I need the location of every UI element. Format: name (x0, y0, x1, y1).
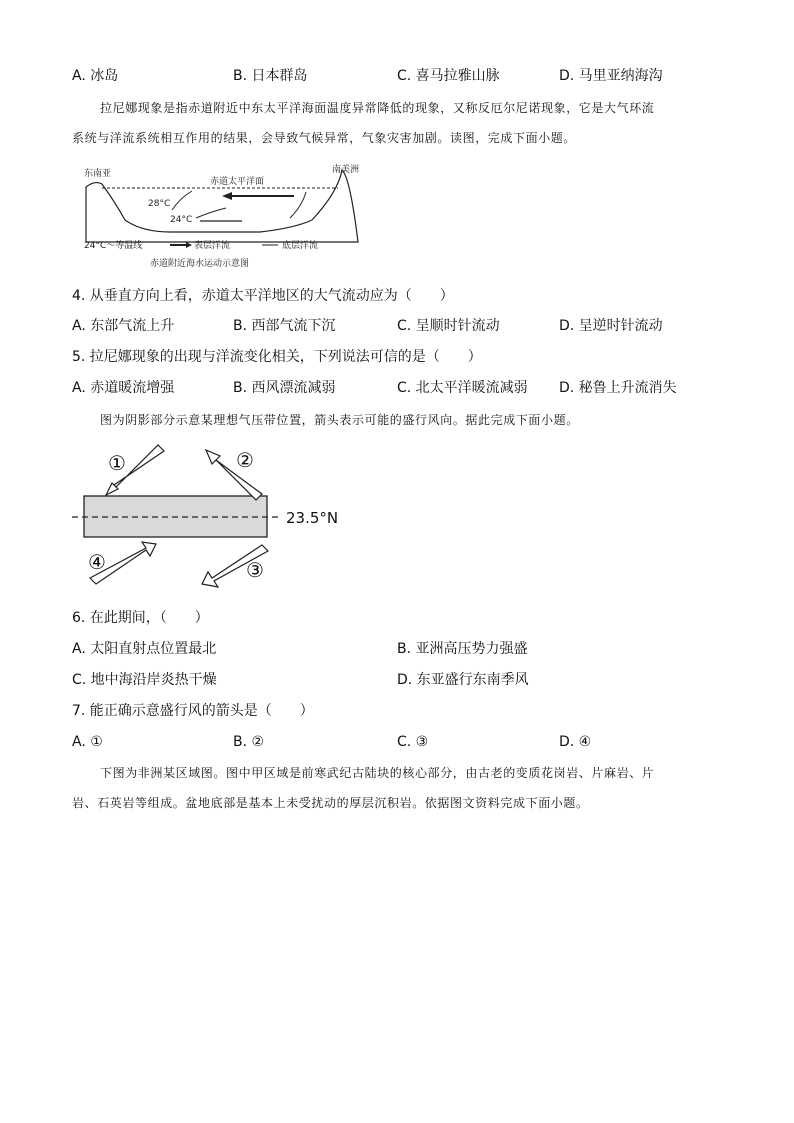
passage3-line2: 岩、石英岩等组成。盆地底部是基本上未受扰动的厚层沉积岩。依据图文资料完成下面小题。 (72, 796, 589, 810)
passage1-line2: 系统与洋流系统相互作用的结果，会导致气候异常，气象灾害加剧。读图，完成下面小题。 (72, 131, 577, 145)
q3-option-c[interactable]: C. 喜马拉雅山脉 (397, 68, 500, 84)
q6-option-a[interactable]: A. 太阳直射点位置最北 (72, 641, 217, 657)
q4-options (0, 315, 794, 337)
isotherm-24 (196, 208, 226, 218)
passage2: 图为阴影部分示意某理想气压带位置，箭头表示可能的盛行风向。据此完成下面小题。 (100, 413, 579, 427)
q5-option-a[interactable]: A. 赤道暖流增强 (72, 380, 175, 396)
q6-option-c[interactable]: C. 地中海沿岸炎热干燥 (72, 672, 217, 688)
arrow-3-label: ③ (246, 558, 264, 582)
q3-option-d[interactable]: D. 马里亚纳海沟 (559, 68, 663, 84)
isotherm-28 (172, 191, 192, 210)
legend-deep: 底层洋流 (282, 241, 319, 251)
q3-option-b[interactable]: B. 日本群岛 (233, 68, 308, 84)
label-south-america: 南美洲 (332, 165, 360, 175)
passage1-line1: 拉尼娜现象是指赤道附近中东太平洋海面温度异常降低的现象，又称反厄尔尼诺现象，它是大气环流 (100, 101, 655, 115)
q4-option-c[interactable]: C. 呈顺时针流动 (397, 318, 500, 334)
legend-isotherm: 24°C～等温线 (84, 241, 143, 251)
q6-option-d[interactable]: D. 东亚盛行东南季风 (397, 672, 529, 688)
q4-option-d[interactable]: D. 呈逆时针流动 (559, 318, 663, 334)
q7-option-a[interactable]: A. ① (72, 734, 103, 750)
q4-stem: 4. 从垂直方向上看，赤道太平洋地区的大气流动应为（ ） (72, 288, 454, 304)
q5-option-b[interactable]: B. 西风漂流减弱 (233, 380, 336, 396)
q5-options (0, 377, 794, 399)
q6-options-row2 (0, 669, 794, 691)
q3-options (0, 65, 794, 87)
latitude-label: 23.5°N (286, 509, 339, 527)
surface-current-arrowhead (222, 192, 232, 200)
label-equatorial-pacific: 赤道太平洋面 (210, 177, 265, 187)
arrow-1-label: ① (108, 451, 126, 475)
q6-option-b[interactable]: B. 亚洲高压势力强盛 (397, 641, 528, 657)
label-isotherm-24: 24°C (170, 215, 193, 225)
q4-option-a[interactable]: A. 东部气流上升 (72, 318, 175, 334)
label-isotherm-28: 28°C (148, 199, 171, 209)
passage3-line1: 下图为非洲某区域图。图中甲区域是前寒武纪古陆块的核心部分，由古老的变质花岗岩、片麻岩、片 (100, 766, 655, 780)
q5-option-c[interactable]: C. 北太平洋暖流减弱 (397, 380, 528, 396)
q7-option-d[interactable]: D. ④ (559, 734, 592, 750)
q6-stem: 6. 在此期间，（ ） (72, 610, 209, 626)
q6-options-row1 (0, 638, 794, 660)
q4-option-b[interactable]: B. 西部气流下沉 (233, 318, 336, 334)
q7-option-b[interactable]: B. ② (233, 734, 265, 750)
q5-option-d[interactable]: D. 秘鲁上升流消失 (559, 380, 677, 396)
figure1-caption: 赤道附近海水运动示意图 (150, 259, 250, 269)
q7-options (0, 731, 794, 753)
arrow-2-label: ② (236, 448, 254, 472)
pressure-belt-diagram (66, 442, 356, 592)
legend-surface: 表层洋流 (194, 241, 231, 251)
ocean-current-diagram (80, 162, 370, 274)
q7-stem: 7. 能正确示意盛行风的箭头是（ ） (72, 703, 314, 719)
q3-option-a[interactable]: A. 冰岛 (72, 68, 119, 84)
label-southeast-asia: 东南亚 (84, 169, 112, 179)
q7-option-c[interactable]: C. ③ (397, 734, 429, 750)
arrow-4-label: ④ (88, 550, 106, 574)
q5-stem: 5. 拉尼娜现象的出现与洋流变化相关，下列说法可信的是（ ） (72, 349, 482, 365)
legend-surface-arrowhead (186, 242, 192, 248)
